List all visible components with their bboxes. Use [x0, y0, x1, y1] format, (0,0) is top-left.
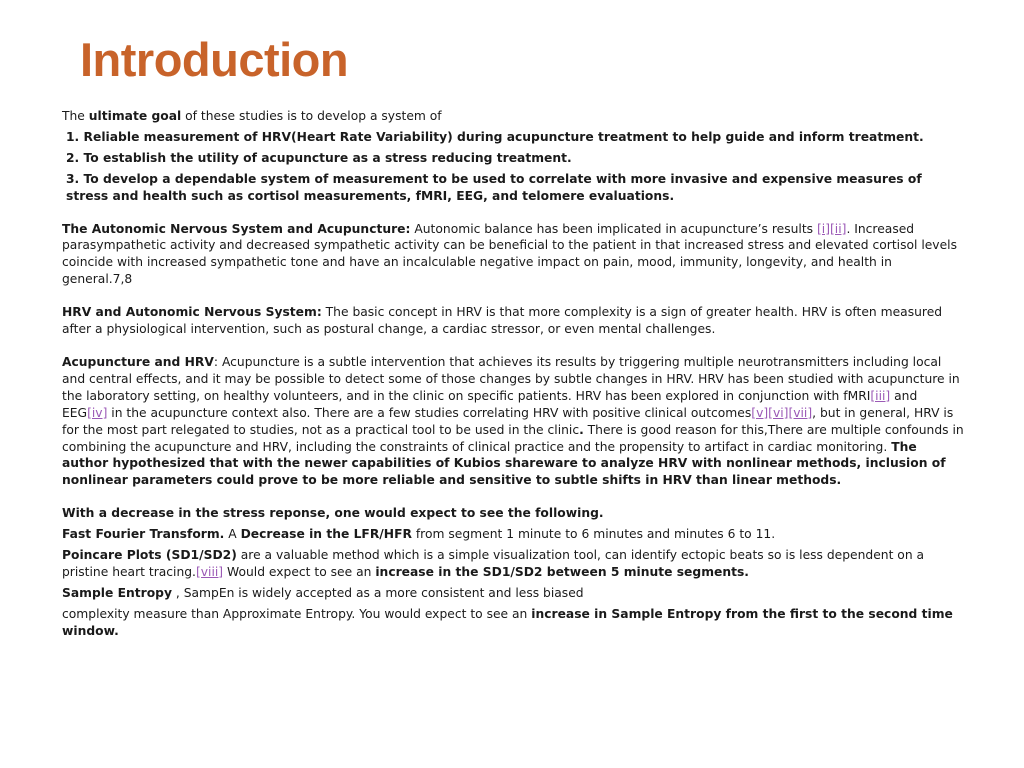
ref-link-vi[interactable]: [vi]	[768, 405, 789, 420]
intro-bold: ultimate goal	[88, 109, 182, 123]
hrv-paragraph: HRV and Autonomic Nervous System: The basic concept in HRV is that more complexity is a sign of greater health. HRV is often measured after a physiological intervention, such as postural change, a cardiac stressor, or even mental challenges.	[62, 305, 943, 337]
ref-link-viii[interactable]: [viii]	[195, 564, 224, 579]
ans-heading: The Autonomic Nervous System and Acupuncture:	[62, 221, 411, 236]
poincare-paragraph: Poincare Plots (SD1/SD2) are a valuable method which is a simple visualization tool, can identify ectopic beats so is less dependent on a pristine heart tracing.[viii] Would expect to see an increase in the SD1/SD2 between 5 minute segments.	[62, 548, 925, 579]
intro-lead: The	[62, 109, 85, 123]
ref-link-iii[interactable]: [iii]	[870, 388, 891, 403]
poincare-heading: Poincare Plots (SD1/SD2)	[62, 548, 237, 563]
goal-item-2: 2. To establish the utility of acupuncture as a stress reducing treatment.	[66, 150, 572, 165]
ans-paragraph: The Autonomic Nervous System and Acupuncture: Autonomic balance has been implicated in acupuncture’s results [i][ii]. Increased parasympathetic activity and decreased sympathetic activity can be beneficial to the patient in that increased stress and elevated cortisol levels coincide with increased sympathetic tone and have an incalculable negative impact on pain, mood, immunity, longevity, and health in general.7,8	[62, 221, 957, 287]
goal-item-3: 3. To develop a dependable system of measurement to be used to correlate with more invasive and expensive measures of stress and health such as cortisol measurements, fMRI, EEG, and telomere evaluations.	[66, 171, 922, 203]
ref-link-iv[interactable]: [iv]	[87, 405, 108, 420]
acu-hypothesis: The author hypothesized that with the newer capabilities of Kubios shareware to analyze HRV with nonlinear methods, inclusion of nonlinear parameters could prove to be more reliable and sensitive to subtle shifts in HRV than linear methods.	[62, 439, 946, 488]
fft-heading: Fast Fourier Transform.	[62, 527, 225, 542]
expect-heading: With a decrease in the stress reponse, one would expect to see the following.	[62, 506, 604, 521]
acu-heading: Acupuncture and HRV	[62, 354, 214, 369]
sampen-paragraph-1: Sample Entropy , SampEn is widely accepted as a more consistent and less biased	[62, 585, 584, 600]
slide-title: Introduction	[80, 33, 349, 86]
ref-link-ii[interactable]: [ii]	[830, 221, 847, 236]
sampen-paragraph-2: complexity measure than Approximate Entropy. You would expect to see an increase in Sample Entropy from the first to the second time window.	[62, 606, 953, 638]
acu-paragraph: Acupuncture and HRV: Acupuncture is a subtle intervention that achieves its results by triggering multiple neurotransmitters including local and central effects, and it may be possible to detect some of those changes by subtle changes in HRV. HRV has been studied with acupuncture in the laboratory setting, on healthy volunteers, and in the clinic on specific patients. HRV has been explored in conjunction with fMRI[iii] and EEG[iv] in the acupuncture context also. There are a few studies correlating HRV with positive clinical outcomes[v][vi][vii], but in general, HRV is for the most part relegated to studies, not as a practical tool to be used in the clinic. There is good reason for this,There are multiple confounds in combining the acupuncture and HRV, including the constraints of clinical practice and the propensity to artifact in cardiac monitoring. The author hypothesized that with the newer capabilities of Kubios shareware to analyze HRV with nonlinear methods, inclusion of nonlinear parameters could prove to be more reliable and sensitive to subtle shifts in HRV than linear methods.	[62, 354, 964, 488]
hrv-heading: HRV and Autonomic Nervous System:	[62, 305, 322, 320]
intro-rest: of these studies is to develop a system of	[185, 109, 442, 123]
slide-body	[62, 108, 964, 640]
fft-paragraph: Fast Fourier Transform. A Decrease in the LFR/HFR from segment 1 minute to 6 minutes and minutes 6 to 11.	[62, 527, 776, 542]
intro-paragraph	[62, 108, 964, 125]
sampen-heading: Sample Entropy	[62, 585, 172, 600]
ref-link-i[interactable]: [i]	[816, 221, 830, 236]
goal-item-1: 1. Reliable measurement of HRV(Heart Rate Variability) during acupuncture treatment to help guide and inform treatment.	[66, 129, 924, 144]
ref-link-v[interactable]: [v]	[751, 405, 769, 420]
ref-link-vii[interactable]: [vii]	[788, 405, 813, 420]
